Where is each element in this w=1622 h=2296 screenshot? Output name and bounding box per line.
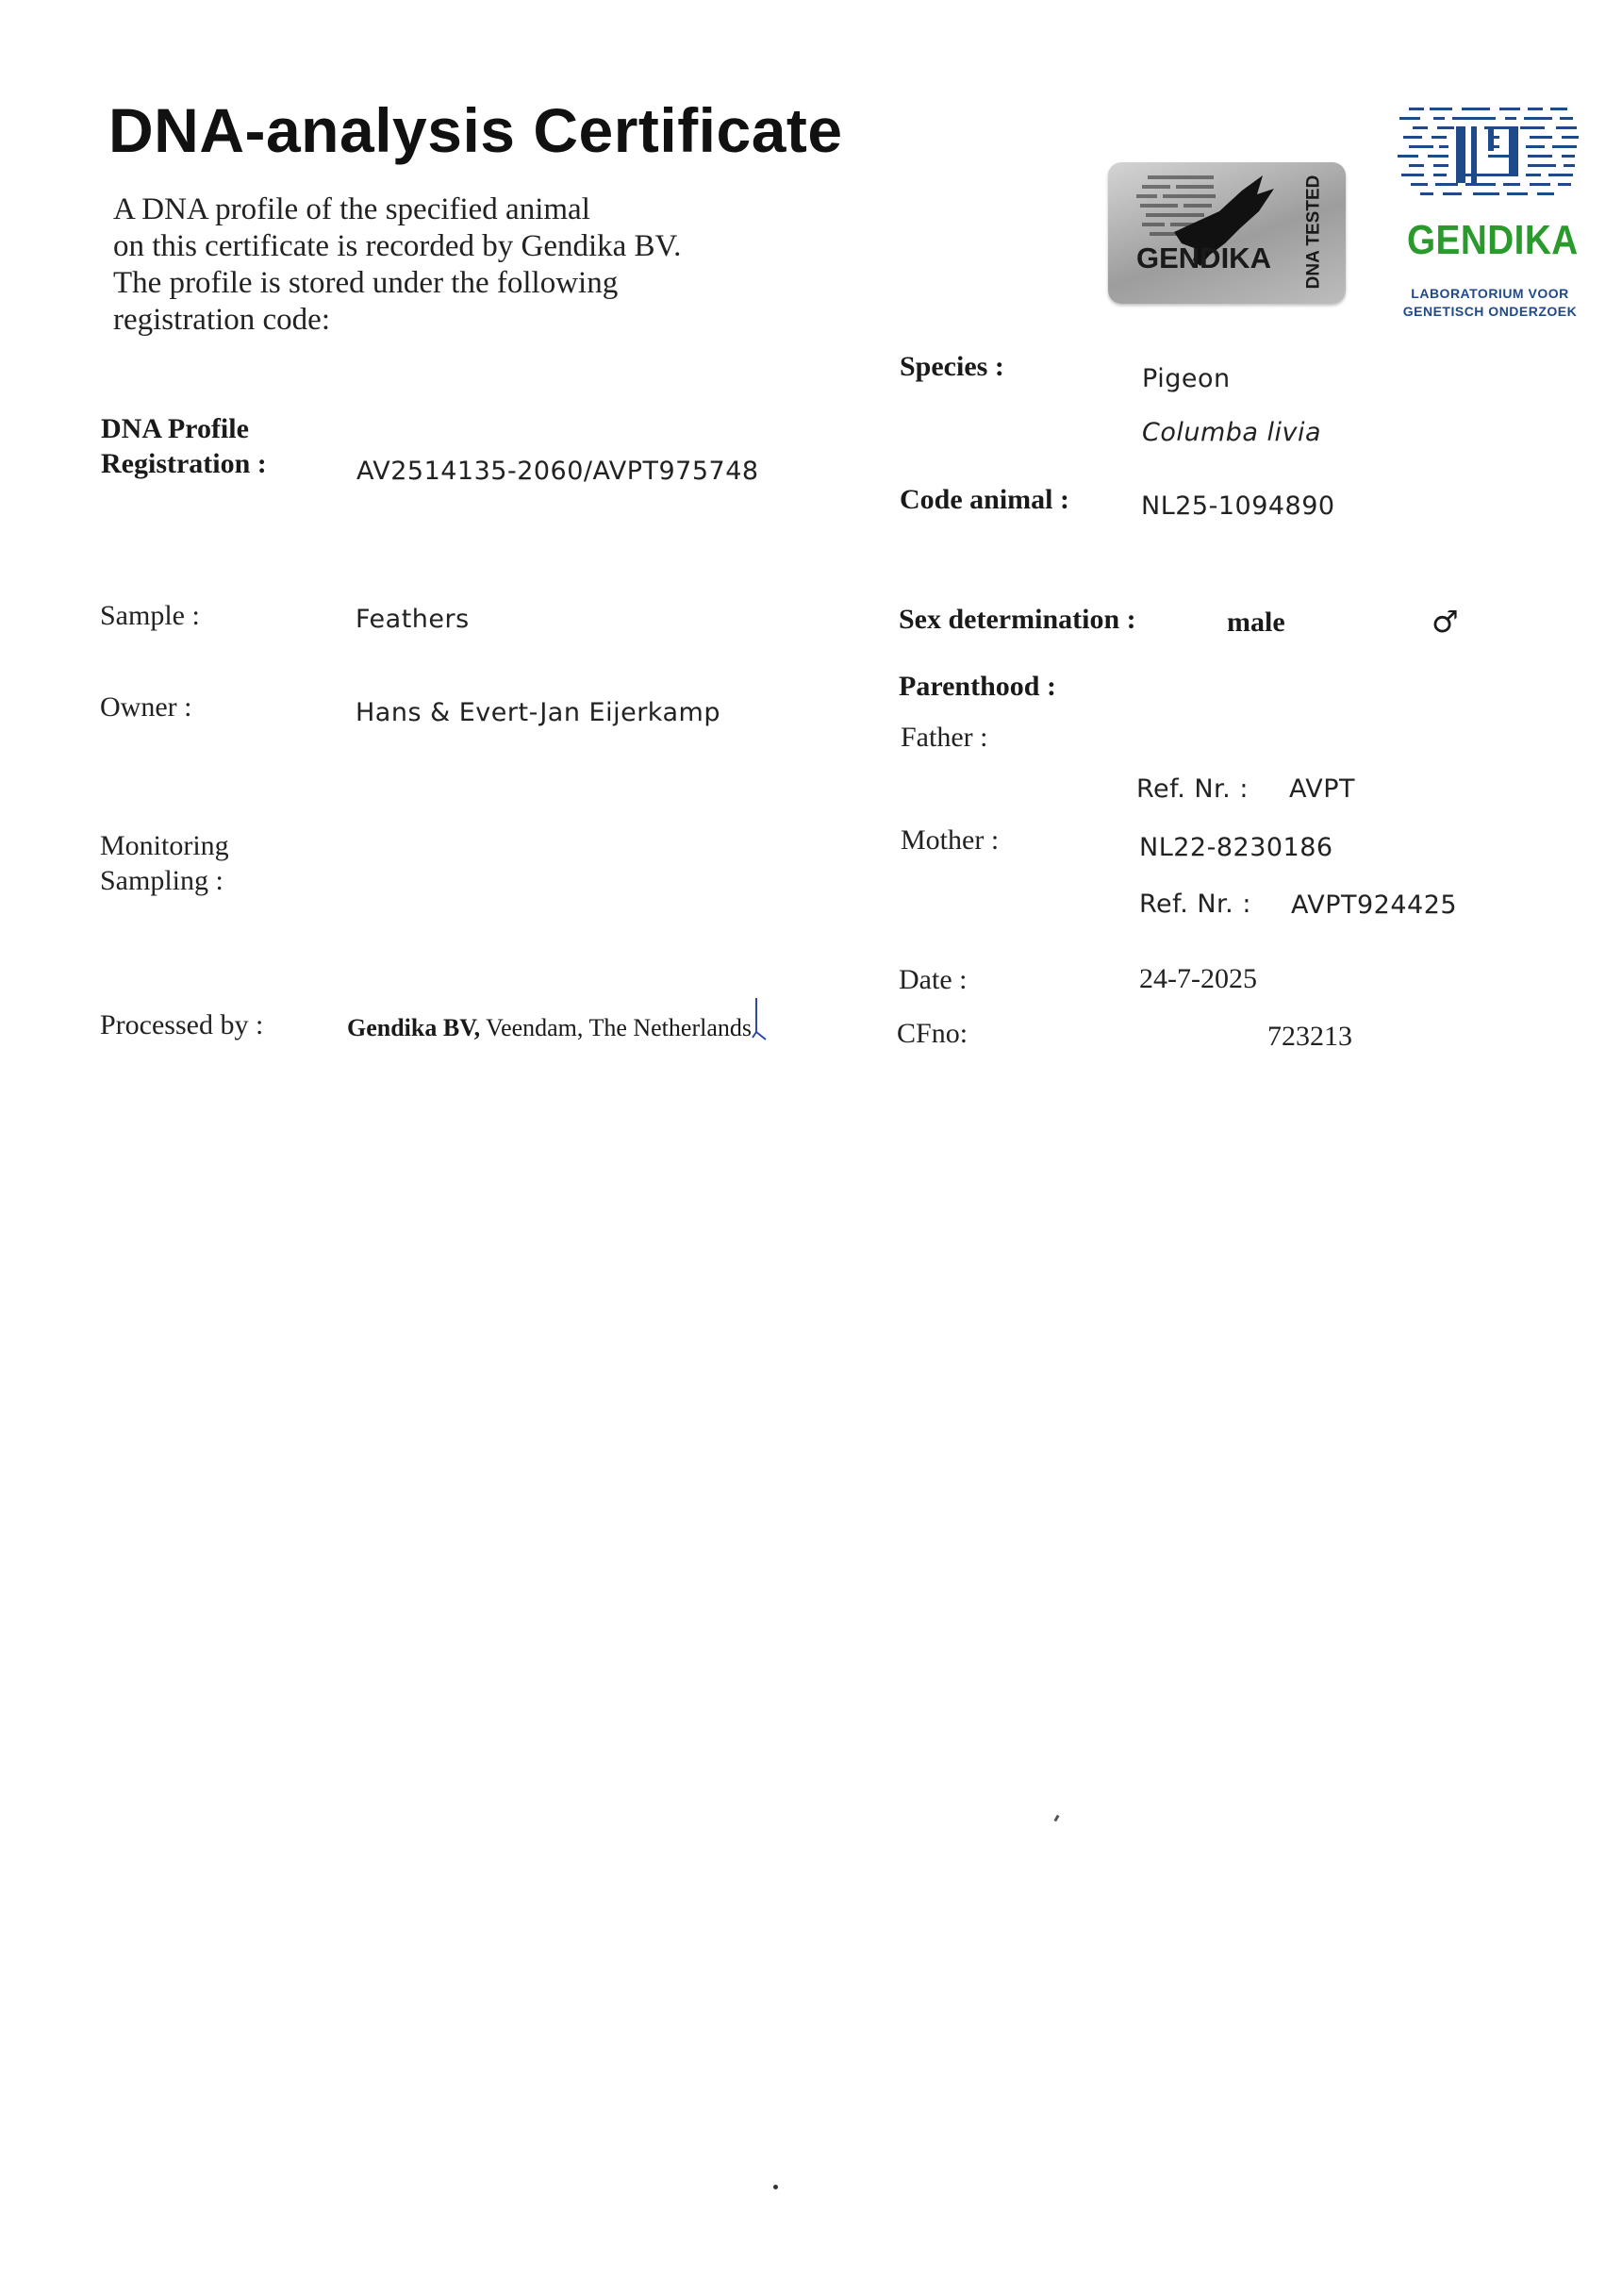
sex-determination-label: Sex determination : (899, 604, 1136, 635)
intro-line: on this certificate is recorded by Gendika BV. (113, 229, 682, 263)
cfno-label: CFno: (897, 1018, 968, 1049)
logo-subtitle (1396, 285, 1584, 321)
mother-label: Mother : (901, 824, 1000, 856)
parenthood-label: Parenthood : (899, 671, 1056, 702)
logo-subtitle-line: GENETISCH ONDERZOEK (1402, 304, 1578, 319)
mother-ref-value: AVPT924425 (1291, 890, 1458, 920)
logo-dna-grid-icon (1396, 106, 1584, 209)
seal-side-text-wrap (1295, 174, 1332, 291)
page-title: DNA-analysis Certificate (108, 95, 843, 165)
male-symbol-icon: ♂ (1432, 604, 1459, 640)
intro-line: A DNA profile of the specified animal (113, 192, 590, 226)
cfno-value: 723213 (1267, 1021, 1352, 1052)
date-label: Date : (899, 964, 968, 995)
gendika-logo (1396, 106, 1584, 332)
processed-place: Veendam, The Netherlands (486, 1014, 752, 1041)
seal-side-text: DNA TESTED (1303, 175, 1324, 290)
dna-tested-seal (1108, 162, 1346, 304)
intro-text (113, 191, 792, 339)
monitoring-label: Monitoring (100, 830, 229, 861)
pen-tick-mark (745, 996, 773, 1043)
species-common-value: Pigeon (1142, 364, 1231, 393)
processed-by-label: Processed by : (100, 1009, 264, 1040)
sampling-label: Sampling : (100, 865, 223, 896)
registration-code-value: AV2514135-2060/AVPT975748 (356, 457, 759, 486)
sample-label: Sample : (100, 600, 200, 631)
scan-speck (773, 2185, 778, 2189)
father-label: Father : (901, 722, 988, 753)
intro-line: The profile is stored under the following (113, 266, 619, 300)
mother-value: NL22-8230186 (1139, 833, 1333, 862)
code-animal-label: Code animal : (900, 484, 1069, 515)
code-animal-value: NL25-1094890 (1141, 491, 1335, 521)
father-ref-value: AVPT (1289, 774, 1355, 804)
species-latin-value: Columba livia (1142, 418, 1322, 447)
sex-value: male (1227, 607, 1285, 638)
processed-by-value (347, 1014, 752, 1042)
sample-value: Feathers (356, 605, 470, 634)
dna-profile-label: DNA Profile (101, 413, 249, 444)
logo-wordmark: GENDIKA (1407, 217, 1579, 263)
intro-line: registration code: (113, 303, 331, 337)
logo-subtitle-line: LABORATORIUM VOOR (1411, 286, 1569, 301)
date-value: 24-7-2025 (1139, 963, 1257, 994)
owner-label: Owner : (100, 691, 192, 723)
owner-value: Hans & Evert-Jan Eijerkamp (356, 698, 720, 727)
species-label: Species : (900, 351, 1004, 382)
seal-brand-text: GENDIKA (1136, 241, 1271, 275)
mother-ref-label: Ref. Nr. : (1139, 890, 1251, 919)
father-ref-label: Ref. Nr. : (1136, 774, 1249, 804)
scan-speck (1053, 1815, 1059, 1822)
registration-label: Registration : (101, 448, 267, 479)
processed-company: Gendika BV, (347, 1014, 481, 1041)
